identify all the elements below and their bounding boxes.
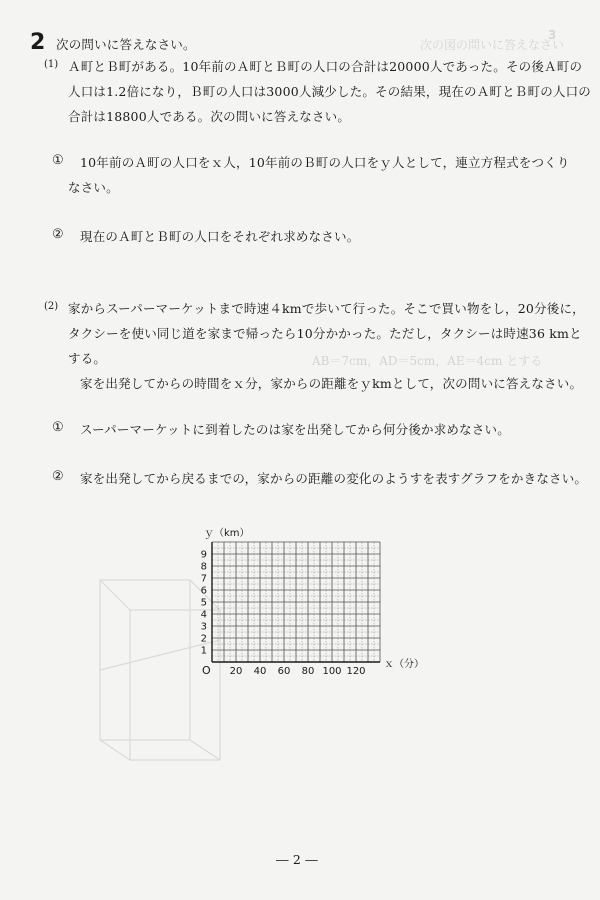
question-1-1-line-1: 10年前のＡ町の人口をｘ人，10年前のＢ町の人口をｙ人として，連立方程式をつくり	[80, 155, 570, 170]
bleed-text: 次の図の問いに答えなさい	[420, 38, 565, 52]
bleed-text: AB＝7cm，AD＝5cm，AE＝4cm とする	[312, 354, 543, 368]
question-1-1-mark: ①	[52, 153, 64, 168]
part-2-line-3: する。	[68, 351, 107, 366]
part-2-line-1: 家からスーパーマーケットまで時速４kmで歩いて行った。そこで買い物をし，20分後に，	[68, 301, 585, 316]
x-tick-label: 20	[229, 666, 243, 677]
bleed-number: 3	[548, 28, 557, 42]
part-1-line-1: Ａ町とＢ町がある。10年前のＡ町とＢ町の人口の合計は20000人であった。その後Ａ町の	[68, 59, 583, 74]
part-2-line-4: 家を出発してからの時間をｘ分，家からの距離をｙkmとして，次の問いに答えなさい。	[80, 376, 583, 391]
question-2-1-text: スーパーマーケットに到着したのは家を出発してから何分後か求めなさい。	[80, 422, 510, 437]
x-tick-label: 120	[346, 666, 366, 677]
part-1-label: (1)	[44, 59, 59, 70]
y-tick-label: 5	[200, 597, 207, 609]
question-1-2-mark: ②	[52, 227, 64, 242]
problem-intro: 次の問いに答えなさい。	[56, 37, 196, 52]
part-2-line-2: タクシーを使い同じ道を家まで帰ったら10分かかった。ただし，タクシーは時速36 kmと	[68, 326, 582, 341]
x-axis-label: ｘ（分）	[384, 659, 424, 670]
x-tick-labels	[230, 666, 366, 677]
y-tick-label: 8	[200, 561, 207, 573]
y-tick-label: 2	[200, 633, 207, 645]
y-tick-label: 4	[200, 609, 207, 621]
answer-graph[interactable]	[190, 520, 430, 680]
part-2-label: (2)	[44, 301, 59, 312]
y-tick-label: 6	[200, 585, 207, 597]
question-1-1-line-2: なさい。	[68, 180, 119, 195]
y-tick-label: 1	[200, 645, 207, 657]
question-2-1-mark: ①	[52, 420, 64, 435]
y-tick-label: 3	[200, 621, 207, 633]
y-tick-label: 9	[200, 549, 207, 561]
y-tick-labels	[201, 550, 207, 657]
page-number: ― 2 ―	[276, 852, 318, 867]
y-tick-label: 7	[200, 573, 207, 585]
question-1-2-text: 現在のＡ町とＢ町の人口をそれぞれ求めなさい。	[80, 229, 360, 244]
question-2-2-text: 家を出発してから戻るまでの，家からの距離の変化のようすを表すグラフをかきなさい。	[80, 471, 588, 486]
question-2-2-mark: ②	[52, 469, 64, 484]
problem-number: 2	[30, 30, 46, 55]
x-tick-label: 100	[322, 666, 342, 677]
part-1-line-3: 合計は18800人である。次の問いに答えなさい。	[68, 109, 351, 124]
origin-label: O	[202, 664, 211, 677]
part-1-line-2: 人口は1.2倍になり，Ｂ町の人口は3000人減少した。その結果，現在のＡ町とＢ町の人口の	[68, 84, 591, 99]
x-tick-label: 60	[277, 666, 291, 677]
x-tick-label: 80	[301, 666, 315, 677]
x-tick-label: 40	[253, 666, 267, 677]
y-axis-label: ｙ（km）	[204, 528, 250, 539]
